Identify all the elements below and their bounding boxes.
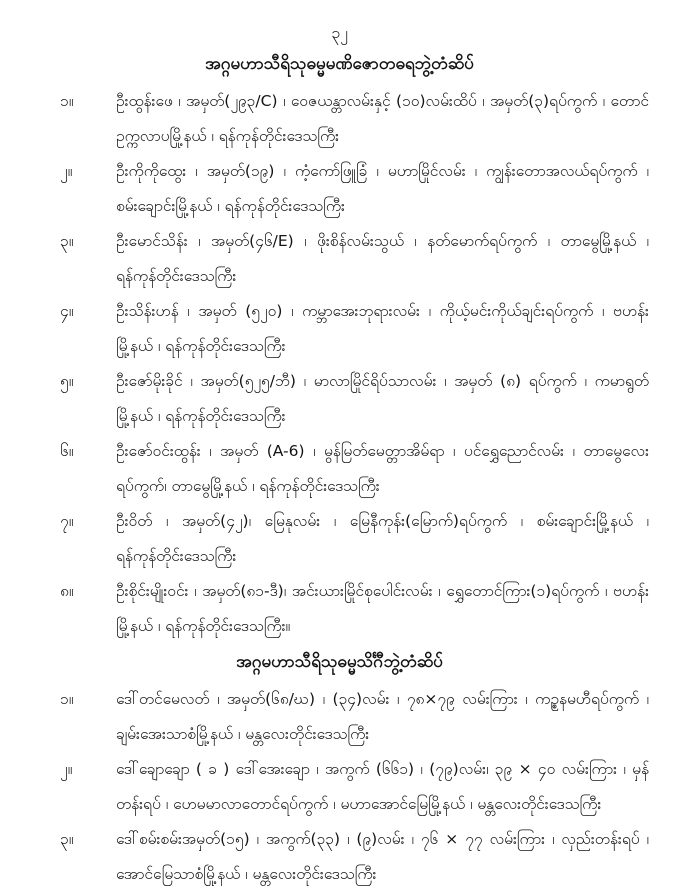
list-item [60, 504, 649, 574]
item-text: ဒေါ်စမ်းစမ်းအမှတ်(၁၅) ၊ အကွက်(၃၃) ၊ (၉)လမ်း ၊ ၇၆ × ၇၇ လမ်းကြား ၊ လှည်းတန်းရပ် ၊ အောင်မြေသာစံမြို့နယ် ၊ မန္တလေးတိုင်းဒေသကြီး [116, 830, 649, 883]
page-number: ၃၂ [331, 23, 348, 42]
item-text: ဦးထွန်းဖေ ၊ အမှတ်(၂၉၃/C) ၊ ဝေဇယန္တာလမ်းနှင့် (၁၀)လမ်းထိပ် ၊ အမှတ်(၃)ရပ်ကွက် ၊ တောင်ဥက္ကလာပမြို့နယ် ၊ ရန်ကုန်တိုင်းဒေသကြီး [116, 92, 649, 145]
list-item [60, 84, 649, 154]
item-text: ဦးဇော်ဝင်းထွန်း ၊ အမှတ် (A-6) ၊ မွန်မြတ်မေတ္တာအိမ်ရာ ၊ ပင်ရွှေညောင်လမ်း ၊ တာမွေလေးရပ်ကွက်၊ တာမွေမြို့နယ် ၊ ရန်ကုန်တိုင်းဒေသကြီး [116, 442, 649, 495]
list-item [60, 224, 649, 294]
list-item [60, 434, 649, 504]
item-text: ဦးကိုကိုထွေး ၊ အမှတ်(၁၉) ၊ ကံ့ကော်ဖြူခြံ ၊ မဟာမြိုင်လမ်း ၊ ကျွန်းတောအလယ်ရပ်ကွက် ၊ စမ်းချောင်းမြို့နယ် ၊ ရန်ကုန်တိုင်းဒေသကြီး [116, 162, 649, 215]
list-item [60, 364, 649, 434]
item-number: ၂။ [60, 760, 73, 778]
item-number: ၃။ [60, 830, 74, 848]
item-number: ၁။ [60, 690, 74, 708]
list-item [60, 574, 649, 644]
item-number: ၆။ [60, 442, 74, 460]
item-text: ဦးဝိတ် ၊ အမှတ်(၄၂)၊ မြေနုလမ်း ၊ မြေနီကုန်း(မြောက်)ရပ်ကွက် ၊ စမ်းချောင်းမြို့နယ် ၊ ရန်ကုန်တိုင်းဒေသကြီး [116, 512, 649, 565]
list-item [60, 752, 649, 822]
item-text: ဦးမောင်သိန်း ၊ အမှတ်(၄၆/E) ၊ ဖိုးစိန်လမ်းသွယ် ၊ နတ်မောက်ရပ်ကွက် ၊ တာမွေမြို့နယ် ၊ ရန်ကုန်တိုင်းဒေသကြီး [116, 232, 649, 285]
section-title: အဂ္ဂမဟာသီရိသုဓမ္မမဏိဇောတဓရဘွဲ့တံဆိပ် [205, 54, 474, 74]
item-text: ဦးစိုင်းမျိုးဝင်း ၊ အမှတ်(၈၁-ဒီ)၊ အင်းယားမြိုင်စုပေါင်းလမ်း ၊ ရွှေတောင်ကြား(၁)ရပ်ကွက် ၊ ဗဟန်းမြို့နယ် ၊ ရန်ကုန်တိုင်းဒေသကြီး။ [116, 582, 649, 635]
item-number: ၄။ [60, 302, 74, 320]
item-text: ဒေါ်ချောချော ( ခ ) ဒေါ်အေးချော ၊ အကွက် (၆၆၁) ၊ (၇၉)လမ်း၊ ၃၉ × ၄၀ လမ်းကြား ၊ မှန်တန်းရပ် ၊ ဟေမမာလာတောင်ရပ်ကွက် ၊ မဟာအောင်မြေမြို့နယ် ၊ မန္တလေးတိုင်းဒေသကြီး [116, 760, 649, 813]
item-number: ၈။ [60, 582, 74, 600]
list-item [60, 154, 649, 224]
item-text: ဦးသိန်းဟန် ၊ အမှတ် (၅၂၀) ၊ ကမ္ဘာအေးဘုရားလမ်း ၊ ကိုယ့်မင်းကိုယ်ချင်းရပ်ကွက် ၊ ဗဟန်းမြို့နယ် ၊ ရန်ကုန်တိုင်းဒေသကြီး [116, 302, 649, 355]
item-number: ၁။ [60, 92, 74, 110]
item-text: ဦးဇော်မိုးခိုင် ၊ အမှတ်(၅၂၅/ဘီ) ၊ မာလာမြိုင်ရိပ်သာလမ်း ၊ အမှတ် (၈) ရပ်ကွက် ၊ ကမာရွတ်မြို့နယ် ၊ ရန်ကုန်တိုင်းဒေသကြီး [116, 372, 649, 425]
item-number: ၃။ [60, 232, 74, 250]
list-item [60, 822, 649, 892]
item-number: ၅။ [60, 372, 74, 390]
list-item [60, 682, 649, 752]
item-number: ၂။ [60, 162, 73, 180]
item-number: ၇။ [60, 512, 74, 530]
section-title: အဂ္ဂမဟာသီရိသုဓမ္မသိင်္ဂီဘွဲ့တံဆိပ် [236, 652, 443, 672]
list-item [60, 294, 649, 364]
section-thingi [60, 646, 649, 892]
section-zawtadhara [60, 48, 649, 644]
item-text: ဒေါ်တင်မေလတ် ၊ အမှတ်(၆၈/ဃ) ၊ (၃၄)လမ်း ၊ ၇၈×၇၉ လမ်းကြား ၊ ကဉ္စနမဟီရပ်ကွက် ၊ ချမ်းအေးသာစံမြို့နယ် ၊ မန္တလေးတိုင်းဒေသကြီး [116, 690, 649, 743]
